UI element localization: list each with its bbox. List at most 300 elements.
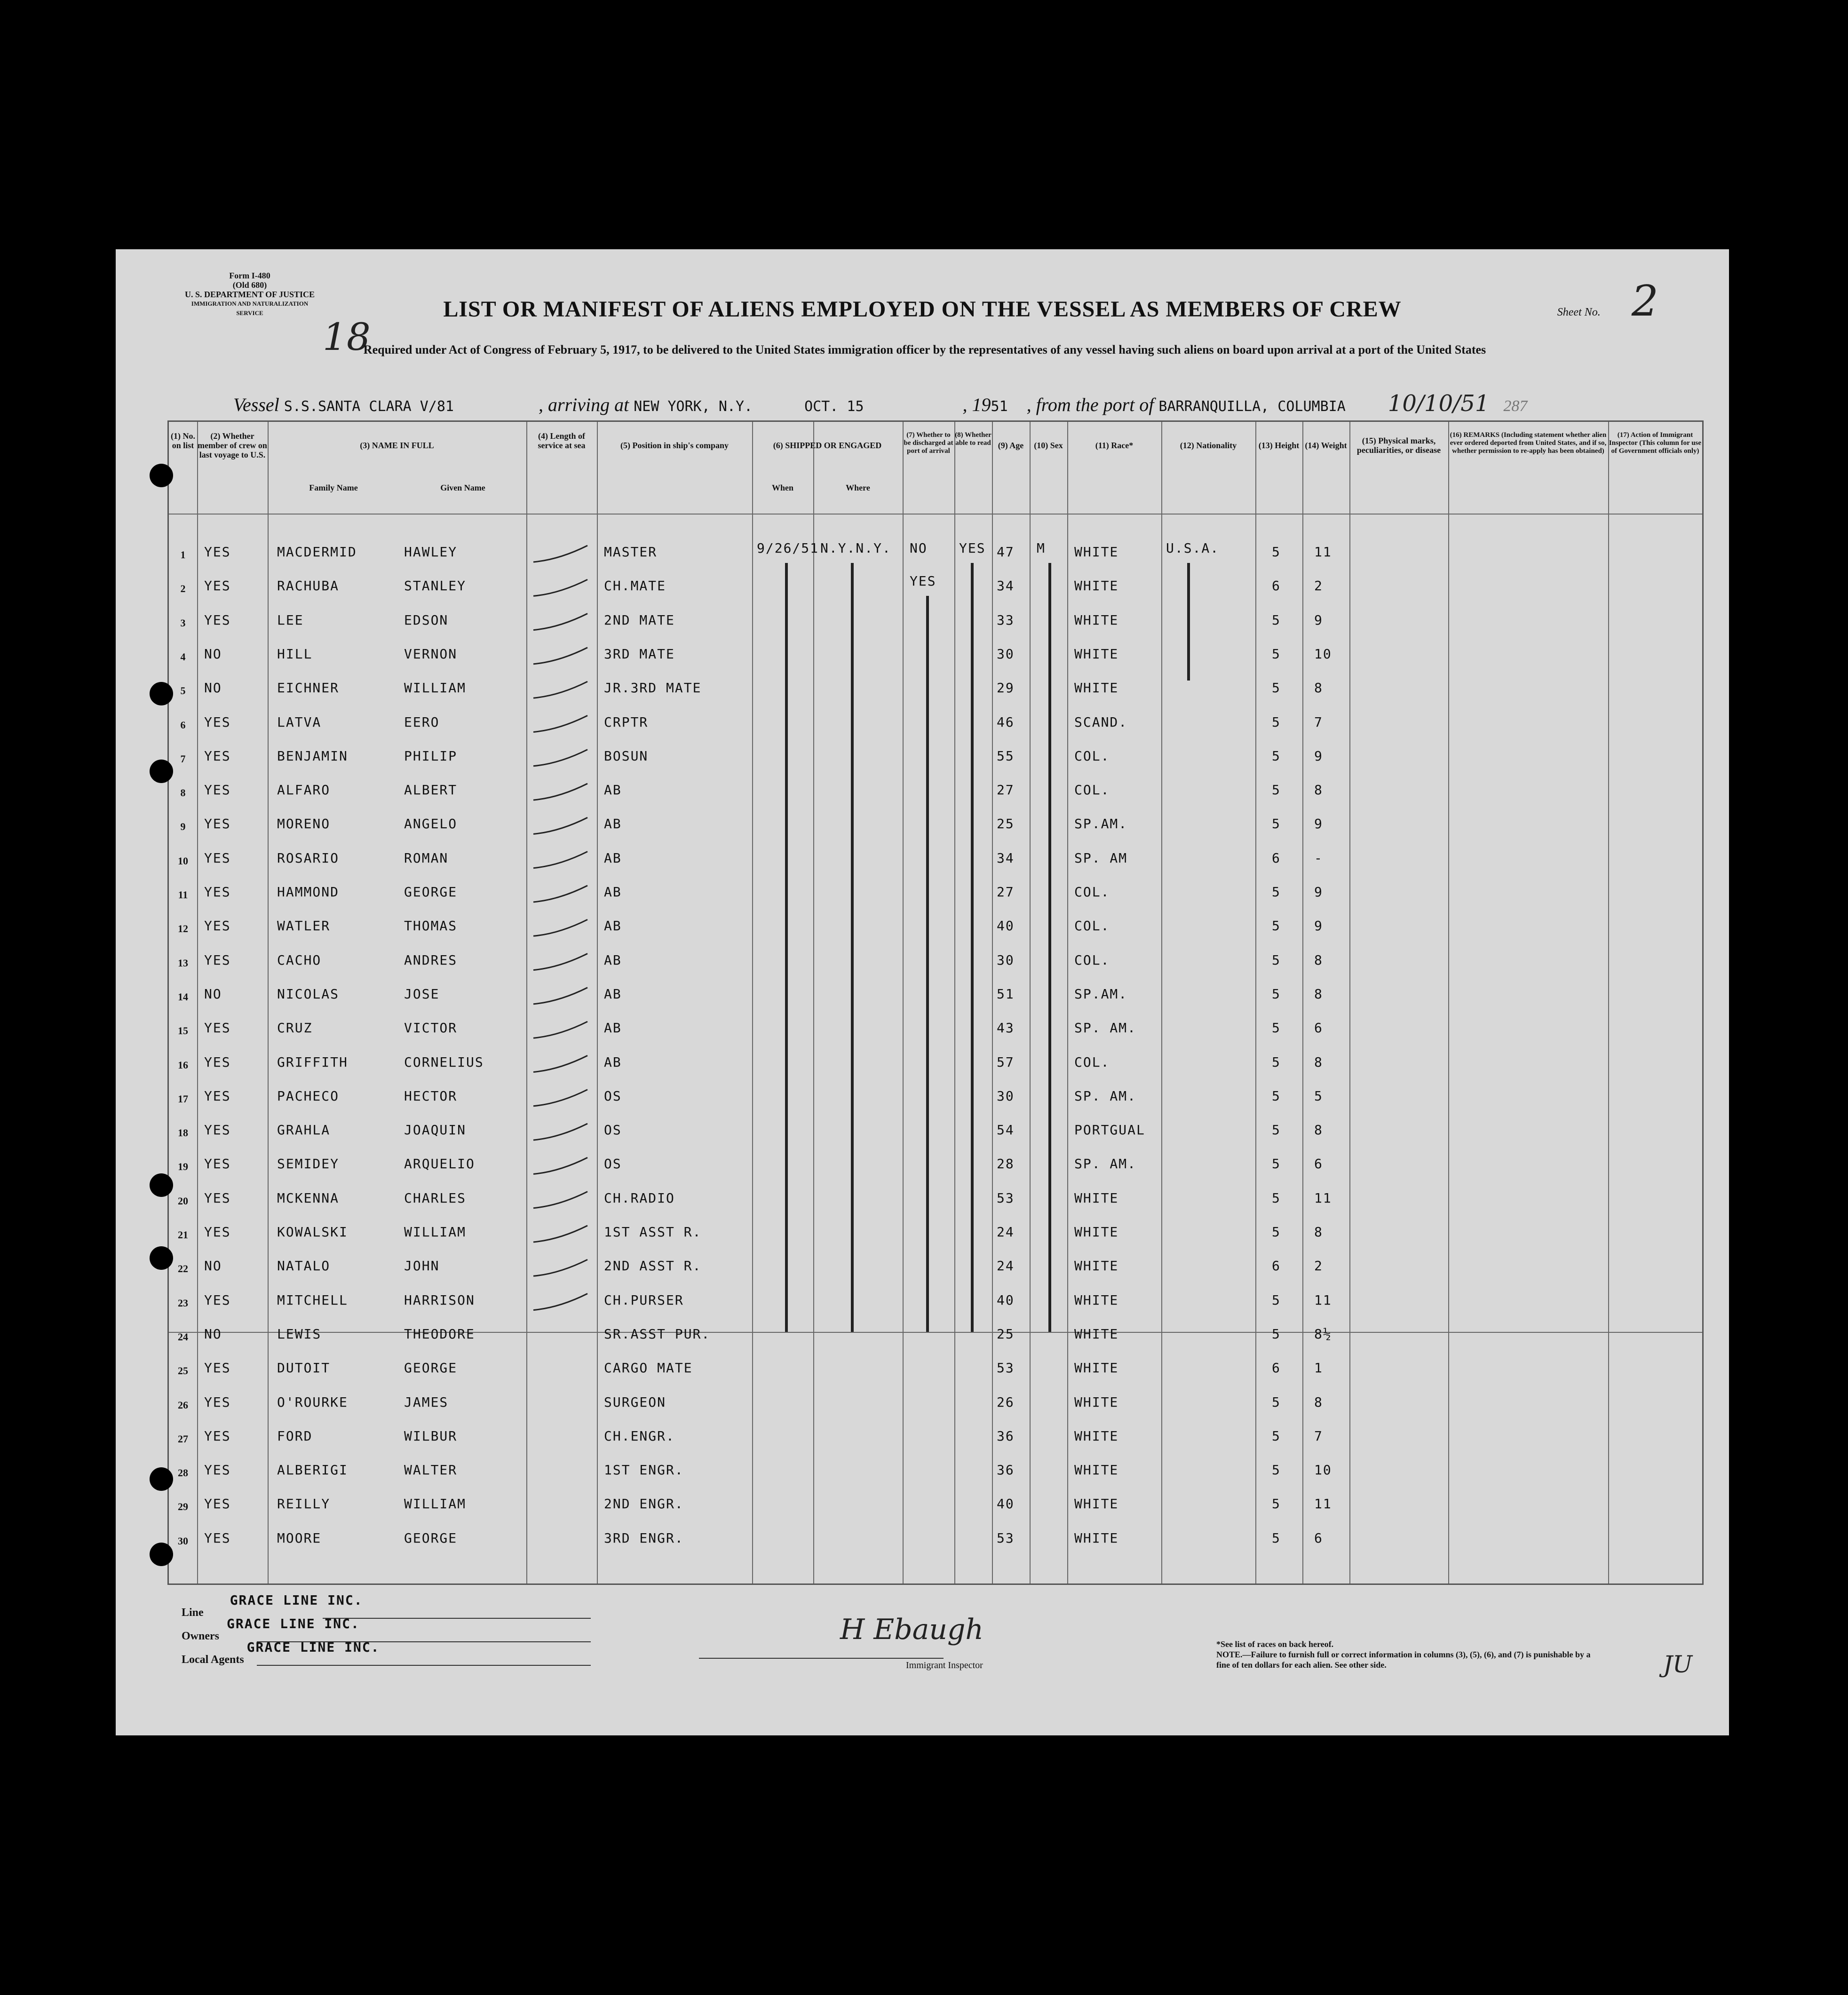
age-cell: 40 [997, 1292, 1015, 1308]
col-rule [268, 422, 269, 1583]
weight-cell: 6 [1314, 1156, 1323, 1172]
height-cell: 5 [1272, 918, 1281, 934]
height-cell: 6 [1272, 578, 1281, 594]
last-voyage-cell: YES [204, 918, 231, 934]
punch-hole [150, 1173, 173, 1197]
header-family-name: Family Name [309, 483, 358, 492]
ditto-line-nationality [1187, 563, 1190, 681]
given-name-cell: ANGELO [404, 816, 458, 832]
weight-cell: 8 [1314, 1394, 1323, 1410]
position-cell: BOSUN [604, 748, 649, 764]
page-subtitle: Required under Act of Congress of February 5, 1917, to be delivered to the United States immigration officer by the representatives of any vessel having such aliens on board upon arrival at a port of the United States [363, 343, 1486, 356]
height-cell: 5 [1272, 1122, 1281, 1138]
weight-cell: 10 [1314, 1462, 1332, 1478]
ditto-line-sex [1048, 563, 1051, 1332]
age-cell: 43 [997, 1020, 1015, 1036]
position-cell: SR.ASST PUR. [604, 1326, 711, 1342]
service-check-mark [533, 919, 587, 936]
family-name-cell: MORENO [277, 816, 331, 832]
age-cell: 28 [997, 1156, 1015, 1172]
last-voyage-cell: YES [204, 1428, 231, 1444]
row-number: 28 [178, 1467, 188, 1479]
position-cell: AB [604, 816, 622, 832]
service-check-mark [533, 886, 587, 902]
row-number: 7 [180, 752, 186, 765]
last-voyage-cell: NO [204, 1326, 222, 1342]
race-cell: WHITE [1074, 680, 1119, 696]
col-rule [1030, 422, 1031, 1583]
given-name-cell: JOAQUIN [404, 1122, 467, 1138]
age-cell: 57 [997, 1054, 1015, 1070]
weight-cell: 6 [1314, 1530, 1323, 1546]
height-cell: 5 [1272, 1326, 1281, 1342]
nationality-value: U.S.A. [1166, 540, 1220, 556]
arrival-year: 51 [991, 398, 1008, 415]
family-name-cell: ALBERIGI [277, 1462, 348, 1478]
col-rule [1349, 422, 1350, 1583]
position-cell: 2ND ENGR. [604, 1496, 684, 1512]
position-cell: CH.RADIO [604, 1190, 675, 1206]
height-cell: 5 [1272, 1054, 1281, 1070]
row-number: 10 [178, 855, 188, 867]
discharged-value: NO [910, 540, 928, 556]
height-cell: 5 [1272, 1190, 1281, 1206]
family-name-cell: CRUZ [277, 1020, 313, 1036]
service-check-mark [533, 1157, 587, 1174]
weight-cell: 8 [1314, 986, 1323, 1002]
position-cell: AB [604, 850, 622, 866]
arrival-port: NEW YORK, N.Y. [634, 398, 753, 415]
col-rule [1067, 422, 1068, 1583]
header-sex: (10) Sex [1034, 441, 1063, 450]
family-name-cell: PACHECO [277, 1088, 340, 1104]
weight-cell: 11 [1314, 1190, 1332, 1206]
height-cell: 5 [1272, 714, 1281, 730]
last-voyage-cell: YES [204, 1156, 231, 1172]
race-cell: WHITE [1074, 1462, 1119, 1478]
row-number: 3 [180, 617, 186, 629]
position-cell: CH.MATE [604, 578, 666, 594]
manifest-page [116, 249, 1729, 1735]
race-cell: COL. [1074, 918, 1110, 934]
height-cell: 6 [1272, 1258, 1281, 1274]
department: U. S. DEPARTMENT OF JUSTICE [184, 290, 315, 299]
race-cell: SP. AM. [1074, 1088, 1137, 1104]
service-check-mark [533, 716, 587, 732]
given-name-cell: STANLEY [404, 578, 467, 594]
height-cell: 5 [1272, 884, 1281, 900]
family-name-cell: GRIFFITH [277, 1054, 348, 1070]
last-voyage-cell: NO [204, 986, 222, 1002]
given-name-cell: GEORGE [404, 1360, 458, 1376]
family-name-cell: KOWALSKI [277, 1224, 348, 1240]
sheet-mark: 2 [1631, 277, 1658, 326]
last-voyage-cell: YES [204, 782, 231, 798]
ditto-line-where [851, 563, 854, 1332]
height-cell: 5 [1272, 1428, 1281, 1444]
race-cell: WHITE [1074, 1394, 1119, 1410]
row-number: 17 [178, 1092, 188, 1105]
last-voyage-cell: YES [204, 578, 231, 594]
col-rule [1302, 422, 1303, 1583]
col-rule [992, 422, 993, 1583]
position-cell: JR.3RD MATE [604, 680, 702, 696]
weight-cell: 7 [1314, 714, 1323, 730]
shipped-where: N.Y.N.Y. [820, 540, 891, 556]
family-name-cell: LEE [277, 612, 304, 628]
header-age: (9) Age [998, 441, 1024, 450]
given-name-cell: WILLIAM [404, 680, 467, 696]
row-number: 26 [178, 1399, 188, 1411]
header-given-name: Given Name [440, 483, 485, 492]
family-name-cell: CACHO [277, 952, 322, 968]
race-cell: WHITE [1074, 578, 1119, 594]
row-number: 30 [178, 1535, 188, 1547]
header-position: (5) Position in ship's company [620, 441, 729, 450]
row-number: 16 [178, 1059, 188, 1071]
header-inspector-action: (17) Action of Immigrant Inspector (This column for use of Government officials only) [1609, 431, 1702, 455]
last-voyage-cell: YES [204, 1020, 231, 1036]
family-name-cell: DUTOIT [277, 1360, 331, 1376]
shipped-when: 9/26/51 [757, 540, 819, 556]
handwritten-date: 10/10/51 [1388, 390, 1490, 417]
given-name-cell: ANDRES [404, 952, 458, 968]
height-cell: 5 [1272, 816, 1281, 832]
age-cell: 34 [997, 850, 1015, 866]
age-cell: 53 [997, 1360, 1015, 1376]
given-name-cell: HAWLEY [404, 544, 458, 560]
row-number: 12 [178, 923, 188, 935]
weight-cell: 9 [1314, 918, 1323, 934]
family-name-cell: HAMMOND [277, 884, 340, 900]
height-cell: 5 [1272, 748, 1281, 764]
weight-cell: 2 [1314, 1258, 1323, 1274]
weight-cell: 9 [1314, 748, 1323, 764]
weight-cell: 8 [1314, 952, 1323, 968]
race-cell: WHITE [1074, 1190, 1119, 1206]
family-name-cell: RACHUBA [277, 578, 340, 594]
given-name-cell: HARRISON [404, 1292, 475, 1308]
family-name-cell: BENJAMIN [277, 748, 348, 764]
row-number: 8 [180, 787, 186, 799]
family-name-cell: HILL [277, 646, 313, 662]
position-cell: 1ST ENGR. [604, 1462, 684, 1478]
weight-cell: 8 [1314, 680, 1323, 696]
race-cell: SP.AM. [1074, 986, 1128, 1002]
crew-table [167, 420, 1704, 1585]
col-rule [197, 422, 198, 1583]
race-cell: COL. [1074, 748, 1110, 764]
position-cell: 2ND MATE [604, 612, 675, 628]
header-divider [169, 514, 1702, 515]
header-nationality: (12) Nationality [1180, 441, 1237, 450]
family-name-cell: MCKENNA [277, 1190, 340, 1206]
last-voyage-cell: YES [204, 1530, 231, 1546]
family-name-cell: MOORE [277, 1530, 322, 1546]
service-check-mark [533, 681, 587, 698]
vessel-name: S.S.SANTA CLARA V/81 [284, 398, 454, 415]
height-cell: 5 [1272, 680, 1281, 696]
age-cell: 40 [997, 1496, 1015, 1512]
col-rule [597, 422, 598, 1583]
row-number: 24 [178, 1330, 188, 1343]
family-name-cell: NATALO [277, 1258, 331, 1274]
service-check-mark [533, 988, 587, 1004]
weight-cell: 8 [1314, 1122, 1323, 1138]
age-cell: 47 [997, 544, 1015, 560]
given-name-cell: GEORGE [404, 884, 458, 900]
service-check-mark [533, 1090, 587, 1106]
family-name-cell: MACDERMID [277, 544, 357, 560]
last-voyage-cell: YES [204, 952, 231, 968]
last-voyage-cell: YES [204, 1360, 231, 1376]
given-name-cell: WILBUR [404, 1428, 458, 1444]
race-cell: WHITE [1074, 1428, 1119, 1444]
service-check-mark [533, 546, 587, 562]
given-name-cell: VICTOR [404, 1020, 458, 1036]
header-able-to-read: (8) Whether able to read [955, 431, 991, 447]
service-check-mark [533, 817, 587, 834]
arrival-date: OCT. 15 [804, 398, 864, 415]
agents-value: GRACE LINE INC. [246, 1639, 380, 1655]
position-cell: AB [604, 918, 622, 934]
age-cell: 27 [997, 782, 1015, 798]
race-cell: WHITE [1074, 1360, 1119, 1376]
service-check-mark [533, 648, 587, 664]
height-cell: 5 [1272, 612, 1281, 628]
owners-label: Owners [182, 1630, 219, 1642]
height-cell: 5 [1272, 1156, 1281, 1172]
col-rule [954, 422, 955, 1583]
height-cell: 5 [1272, 1496, 1281, 1512]
row-number: 18 [178, 1127, 188, 1139]
header-remarks: (16) REMARKS (Including statement whether alien ever ordered deported from United States, and if so, whether permission to re-apply has been obtained) [1450, 431, 1607, 455]
header-height: (13) Height [1258, 441, 1300, 450]
race-cell: WHITE [1074, 1326, 1119, 1342]
service-check-mark [533, 1294, 587, 1310]
position-cell: AB [604, 884, 622, 900]
position-cell: SURGEON [604, 1394, 666, 1410]
race-cell: WHITE [1074, 1224, 1119, 1240]
height-cell: 5 [1272, 1224, 1281, 1240]
weight-cell: 9 [1314, 612, 1323, 628]
year-prefix: , 19 [962, 394, 991, 415]
given-name-cell: CORNELIUS [404, 1054, 484, 1070]
race-cell: SCAND. [1074, 714, 1128, 730]
handwritten-margin-number: 18 [323, 315, 371, 359]
ditto-line-read [971, 563, 974, 1332]
race-cell: WHITE [1074, 544, 1119, 560]
header-name-in-full: (3) NAME IN FULL [360, 441, 434, 450]
inspector-signature: H Ebaugh [840, 1613, 984, 1646]
age-cell: 54 [997, 1122, 1015, 1138]
weight-cell: 11 [1314, 1292, 1332, 1308]
height-cell: 5 [1272, 782, 1281, 798]
age-cell: 30 [997, 952, 1015, 968]
last-voyage-cell: YES [204, 1054, 231, 1070]
race-cell: COL. [1074, 782, 1110, 798]
header-no-on-list: (1) No. on list [171, 431, 195, 450]
penalty-note: NOTE.—Failure to furnish full or correct information in columns (3), (5), (6), and (7) is punishable by a fine of ten dollars for each alien. See other side. [1216, 1650, 1591, 1670]
col-rule [1448, 422, 1449, 1583]
position-cell: MASTER [604, 544, 658, 560]
position-cell: 2ND ASST R. [604, 1258, 702, 1274]
service-check-mark [533, 1056, 587, 1072]
col-rule [526, 422, 527, 1583]
vessel-line [233, 390, 1527, 417]
position-cell: OS [604, 1088, 622, 1104]
col-rule [752, 422, 753, 1583]
family-name-cell: FORD [277, 1428, 313, 1444]
weight-cell: 8 [1314, 782, 1323, 798]
given-name-cell: JOHN [404, 1258, 440, 1274]
punch-hole [150, 1246, 173, 1270]
row-number: 14 [178, 990, 188, 1003]
family-name-cell: ROSARIO [277, 850, 340, 866]
family-name-cell: SEMIDEY [277, 1156, 340, 1172]
service-check-mark [533, 784, 587, 800]
position-cell: AB [604, 986, 622, 1002]
line-value: GRACE LINE INC. [230, 1592, 363, 1608]
race-cell: SP. AM [1074, 850, 1128, 866]
last-voyage-cell: YES [204, 1292, 231, 1308]
height-cell: 5 [1272, 1088, 1281, 1104]
vessel-label: Vessel [233, 394, 279, 415]
given-name-cell: THOMAS [404, 918, 458, 934]
race-cell: WHITE [1074, 646, 1119, 662]
inspector-label: Immigrant Inspector [906, 1660, 983, 1670]
service-check-mark [533, 579, 587, 596]
age-cell: 55 [997, 748, 1015, 764]
race-cell: SP.AM. [1074, 816, 1128, 832]
last-voyage-cell: YES [204, 850, 231, 866]
service-check-mark [533, 1124, 587, 1140]
from-port-label: , from the port of [1026, 394, 1154, 415]
footer-agents [182, 1639, 380, 1666]
page-title: LIST OR MANIFEST OF ALIENS EMPLOYED ON THE VESSEL AS MEMBERS OF CREW [443, 297, 1402, 322]
position-cell: OS [604, 1122, 622, 1138]
age-cell: 26 [997, 1394, 1015, 1410]
col-rule [813, 422, 814, 1583]
signature-rule [699, 1658, 944, 1659]
ditto-line-when [785, 563, 788, 1332]
last-voyage-cell: YES [204, 1394, 231, 1410]
age-cell: 25 [997, 1326, 1015, 1342]
given-name-cell: EERO [404, 714, 440, 730]
last-voyage-cell: NO [204, 680, 222, 696]
weight-cell: 5 [1314, 1088, 1323, 1104]
family-name-cell: NICOLAS [277, 986, 340, 1002]
given-name-cell: WALTER [404, 1462, 458, 1478]
footer-notes [1216, 1639, 1602, 1670]
footer-rule-agents [257, 1665, 591, 1666]
weight-cell: 9 [1314, 884, 1323, 900]
position-cell: CRPTR [604, 714, 649, 730]
able-to-read-value: YES [959, 540, 986, 556]
age-cell: 33 [997, 612, 1015, 628]
position-cell: 1ST ASST R. [604, 1224, 702, 1240]
stamp-number: 287 [1503, 397, 1528, 415]
age-cell: 29 [997, 680, 1015, 696]
sheet-label: Sheet No. [1557, 306, 1601, 318]
row-number: 27 [178, 1433, 188, 1445]
service-check-mark [533, 750, 587, 766]
table-bottom-rule [169, 1332, 1702, 1333]
family-name-cell: ALFARO [277, 782, 331, 798]
given-name-cell: VERNON [404, 646, 458, 662]
row-number: 6 [180, 719, 186, 731]
race-cell: SP. AM. [1074, 1156, 1137, 1172]
weight-cell: 6 [1314, 1020, 1323, 1036]
height-cell: 5 [1272, 1020, 1281, 1036]
last-voyage-cell: YES [204, 1496, 231, 1512]
given-name-cell: WILLIAM [404, 1496, 467, 1512]
position-cell: 3RD ENGR. [604, 1530, 684, 1546]
sex-value: M [1037, 540, 1046, 556]
footer-rule-owners [257, 1641, 591, 1642]
last-voyage-cell: YES [204, 816, 231, 832]
age-cell: 24 [997, 1258, 1015, 1274]
punch-hole [150, 760, 173, 783]
weight-cell: 1 [1314, 1360, 1323, 1376]
line-label: Line [182, 1607, 204, 1619]
family-name-cell: REILLY [277, 1496, 331, 1512]
position-cell: CH.ENGR. [604, 1428, 675, 1444]
form-old-number: (Old 680) [232, 280, 267, 290]
given-name-cell: HECTOR [404, 1088, 458, 1104]
family-name-cell: LATVA [277, 714, 322, 730]
family-name-cell: EICHNER [277, 680, 340, 696]
race-cell: WHITE [1074, 1496, 1119, 1512]
header-shipped-engaged: (6) SHIPPED OR ENGAGED [773, 441, 882, 450]
height-cell: 5 [1272, 952, 1281, 968]
race-cell: PORTGUAL [1074, 1122, 1145, 1138]
given-name-cell: EDSON [404, 612, 449, 628]
age-cell: 53 [997, 1530, 1015, 1546]
last-voyage-cell: YES [204, 1190, 231, 1206]
family-name-cell: LEWIS [277, 1326, 322, 1342]
header-physical-marks: (15) Physical marks, peculiarities, or disease [1356, 436, 1441, 455]
header-length-of-service: (4) Length of service at sea [538, 431, 586, 450]
row-number: 25 [178, 1365, 188, 1377]
row-number: 2 [180, 583, 186, 595]
punch-hole [150, 1467, 173, 1491]
last-voyage-cell: YES [204, 1122, 231, 1138]
col-rule [1255, 422, 1256, 1583]
punch-hole [150, 464, 173, 487]
given-name-cell: ARQUELIO [404, 1156, 475, 1172]
race-cell: WHITE [1074, 1292, 1119, 1308]
age-cell: 53 [997, 1190, 1015, 1206]
race-cell: WHITE [1074, 1258, 1119, 1274]
height-cell: 5 [1272, 1530, 1281, 1546]
agents-label: Local Agents [182, 1654, 244, 1666]
last-voyage-cell: YES [204, 714, 231, 730]
row-number: 15 [178, 1025, 188, 1037]
punch-hole [150, 1543, 173, 1566]
service-name: IMMIGRATION AND NATURALIZATION SERVICE [191, 300, 309, 317]
age-cell: 51 [997, 986, 1015, 1002]
race-cell: COL. [1074, 1054, 1110, 1070]
row-number: 5 [180, 685, 186, 697]
service-check-mark [533, 852, 587, 868]
row-number: 1 [180, 549, 186, 561]
header-last-voyage: (2) Whether member of crew on last voyage to U.S. [198, 431, 267, 459]
height-cell: 5 [1272, 646, 1281, 662]
given-name-cell: THEODORE [404, 1326, 475, 1342]
row-number: 29 [178, 1501, 188, 1513]
row-number: 22 [178, 1263, 188, 1275]
